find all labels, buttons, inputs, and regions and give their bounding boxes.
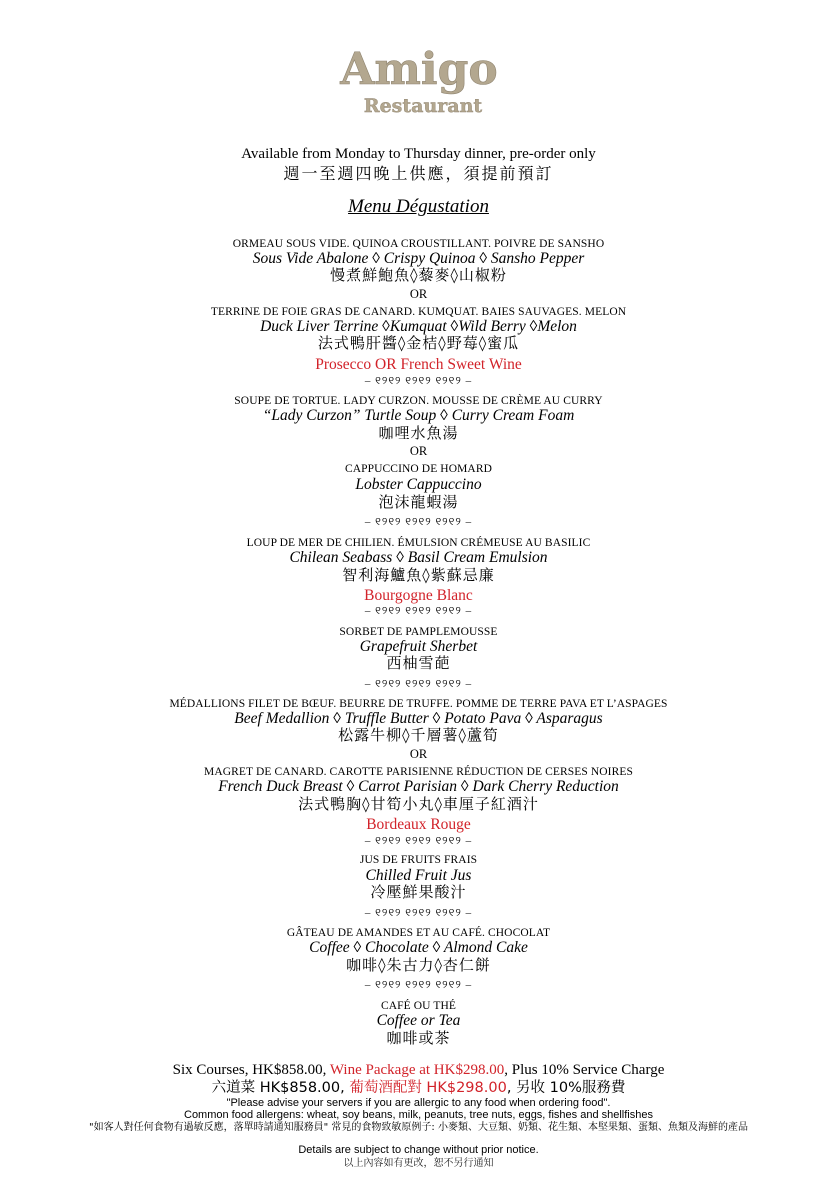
- logo-image: [319, 40, 519, 120]
- course-en: Coffee ◊ Chocolate ◊ Almond Cake: [309, 939, 528, 956]
- or-divider: OR: [409, 287, 428, 301]
- course-en: French Duck Breast ◊ Carrot Parisian ◊ Dark Cherry Reduction: [218, 778, 619, 795]
- pricing-en-service: , Plus 10% Service Charge: [504, 1062, 665, 1078]
- pricing-zh-courses: 六道菜 HK$858.00,: [211, 1080, 350, 1096]
- pricing-en-courses: Six Courses, HK$858.00,: [172, 1062, 330, 1078]
- wine-pairing: Bourgogne Blanc: [364, 587, 473, 604]
- course-zh: 泡沫龍蝦湯: [378, 493, 459, 511]
- section-separator: – ୧୨୧୨ ୧୨୧୨ ୧୨୧୨ –: [364, 979, 473, 991]
- disclaimer-zh: 以上內容如有更改，恕不另行通知: [343, 1158, 494, 1169]
- availability-en: Available from Monday to Thursday dinner, pre-order only: [241, 146, 596, 162]
- course-zh: 咖啡◊朱古力◊杏仁餅: [346, 956, 491, 974]
- course-fr: MAGRET DE CANARD. CAROTTE PARISIENNE RÉDUCTION DE CERSES NOIRES: [204, 766, 633, 778]
- course-fr: JUS DE FRUITS FRAIS: [359, 854, 478, 866]
- course-fr: ORMEAU SOUS VIDE. QUINOA CROUSTILLANT. POIVRE DE SANSHO: [232, 238, 605, 250]
- section-separator: – ୧୨୧୨ ୧୨୧୨ ୧୨୧୨ –: [364, 907, 473, 919]
- course-fr: CAPPUCCINO DE HOMARD: [344, 463, 493, 475]
- course-zh: 松露牛柳◊千層薯◊蘆筍: [338, 726, 499, 744]
- section-separator: – ୧୨୧୨ ୧୨୧୨ ୧୨୧୨ –: [364, 605, 473, 617]
- course-en: Coffee or Tea: [376, 1012, 461, 1029]
- course-zh: 咖哩水魚湯: [378, 424, 459, 442]
- course-zh: 慢煮鮮鮑魚◊藜麥◊山椒粉: [330, 266, 507, 284]
- pricing-en-wine: Wine Package at HK$298.00: [329, 1062, 505, 1078]
- pricing-zh-wine: 葡萄酒配對 HK$298.00: [349, 1080, 507, 1096]
- course-fr: LOUP DE MER DE CHILIEN. ÉMULSION CRÉMEUSE AU BASILIC: [246, 537, 591, 549]
- course-fr: TERRINE DE FOIE GRAS DE CANARD. KUMQUAT. BAIES SAUVAGES. MELON: [210, 306, 627, 318]
- course-en: Sous Vide Abalone ◊ Crispy Quinoa ◊ Sansho Pepper: [252, 250, 585, 267]
- section-separator: – ୧୨୧୨ ୧୨୧୨ ୧୨୧୨ –: [364, 678, 473, 690]
- course-en: Chilean Seabass ◊ Basil Cream Emulsion: [289, 549, 548, 566]
- restaurant-logo: [0, 40, 837, 120]
- course-en: Duck Liver Terrine ◊Kumquat ◊Wild Berry ◊Melon: [260, 318, 577, 335]
- allergens-list: Common food allergens: wheat, soy beans, milk, peanuts, tree nuts, eggs, fishes and shellfishes: [184, 1109, 653, 1121]
- disclaimer-en: Details are subject to change without prior notice.: [298, 1144, 539, 1156]
- course-zh: 西柚雪葩: [386, 654, 451, 672]
- wine-pairing: Prosecco OR French Sweet Wine: [315, 356, 522, 373]
- pricing-zh-service: , 另收 10%服務費: [506, 1080, 626, 1096]
- pricing-en: [0, 1063, 837, 1078]
- course-fr: GÂTEAU DE AMANDES ET AU CAFÉ. CHOCOLAT: [286, 927, 551, 939]
- section-separator: – ୧୨୧୨ ୧୨୧୨ ୧୨୧୨ –: [364, 375, 473, 387]
- course-fr: CAFÉ OU THÉ: [380, 1000, 456, 1012]
- logo-name: Amigo: [339, 44, 498, 95]
- course-en: Lobster Cappuccino: [355, 476, 482, 493]
- pricing-zh: [0, 1081, 837, 1096]
- course-zh: 智利海鱸魚◊紫蘇忌廉: [342, 566, 495, 584]
- course-en: Beef Medallion ◊ Truffle Butter ◊ Potato Pava ◊ Asparagus: [234, 710, 603, 727]
- course-en: Grapefruit Sherbet: [359, 638, 478, 655]
- course-zh: 法式鴨胸◊甘筍小丸◊車厘子紅酒汁: [298, 795, 539, 813]
- course-fr: SOUPE DE TORTUE. LADY CURZON. MOUSSE DE CRÈME AU CURRY: [234, 395, 603, 407]
- section-separator: – ୧୨୧୨ ୧୨୧୨ ୧୨୧୨ –: [364, 516, 473, 528]
- or-divider: OR: [409, 747, 428, 761]
- course-zh: 冷壓鮮果酸汁: [370, 883, 467, 901]
- course-zh: 法式鴨肝醬◊金桔◊野莓◊蜜瓜: [317, 334, 520, 352]
- allergy-advise: "Please advise your servers if you are allergic to any food when ordering food".: [226, 1097, 611, 1109]
- course-fr: MÉDALLIONS FILET DE BŒUF. BEURRE DE TRUFFE. POMME DE TERRE PAVA ET L’ASPAGES: [169, 698, 668, 710]
- course-en: Chilled Fruit Jus: [365, 867, 472, 884]
- wine-pairing: Bordeaux Rouge: [366, 816, 471, 833]
- or-divider: OR: [409, 444, 428, 458]
- course-fr: SORBET DE PAMPLEMOUSSE: [339, 626, 498, 638]
- course-en: “Lady Curzon” Turtle Soup ◊ Curry Cream Foam: [262, 407, 575, 424]
- logo-subtitle: Restaurant: [363, 95, 482, 117]
- menu-title: Menu Dégustation: [348, 196, 489, 217]
- course-zh: 咖啡或茶: [386, 1029, 451, 1047]
- section-separator: – ୧୨୧୨ ୧୨୧୨ ୧୨୧୨ –: [364, 835, 473, 847]
- availability-zh: 週一至週四晚上供應，須提前預訂: [283, 164, 554, 183]
- allergy-note-zh: "如客人對任何食物有過敏反應，落單時請通知服務員" 常見的食物致敏原例子: 小麥類、大豆類、奶類、花生類、本堅果類、蛋類、魚類及海鮮的產品: [89, 1122, 748, 1133]
